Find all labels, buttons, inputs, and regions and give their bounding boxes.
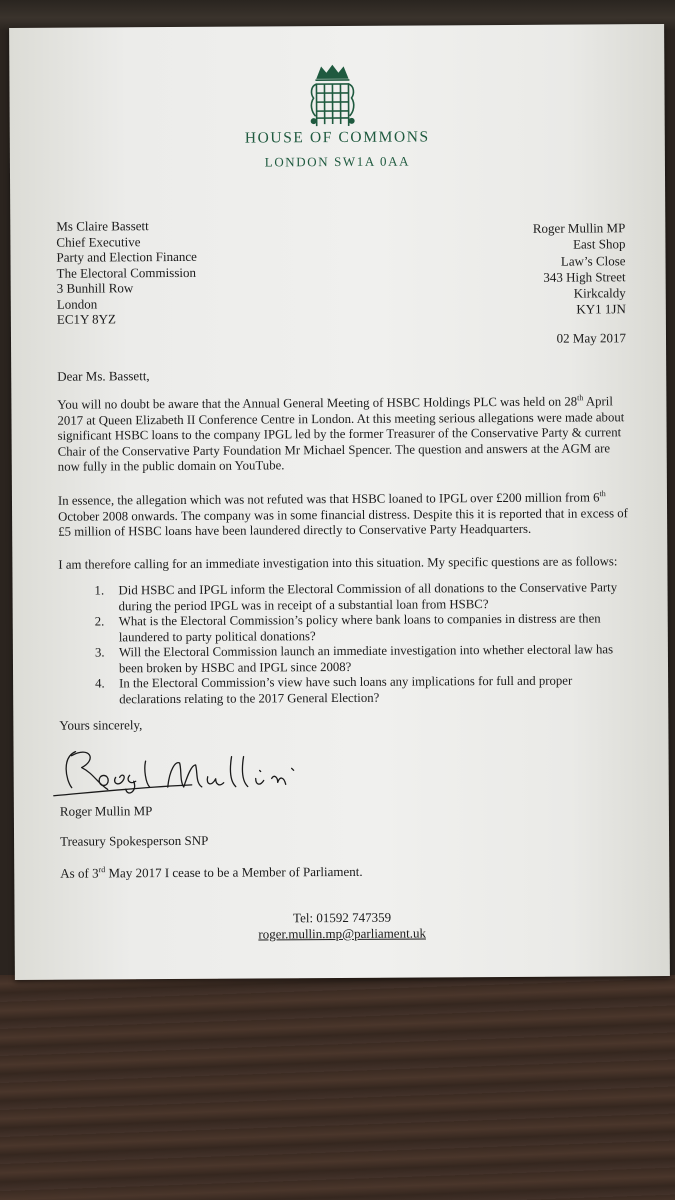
paragraph-allegation: In essence, the allegation which was not refuted was that HSBC loaned to IPGL over £200 million from 6th October 2008 onwards. The company was in some financial distress. Despite this it is reported that in excess of £5 million of HSBC loans have been laundered directly to Conservative Party Headquarters.	[57, 489, 628, 539]
paragraph-agm: You will no doubt be aware that the Annual General Meeting of HSBC Holdings PLC was held on 28th April 2017 at Queen Elizabeth II Conference Centre in London. At this meeting serious allegations were made about significant HSBC loans to the company IPGL led by the former Treasurer of the Conservative Party & current Chair of the Conservative Party Foundation Mr Michael Spencer. The question and answers at the AGM are now fully in the public domain on YouTube.	[57, 393, 625, 474]
list-item: 3. Will the Electoral Commission launch an immediate investigation into whether electoral law has been broken by HSBC and IPGL since 2008?	[94, 642, 614, 675]
list-item: 4. In the Electoral Commission’s view have such loans any implications for full and proper declarations relating to the 2017 General Election?	[95, 673, 573, 706]
sender-line: 343 High Street	[543, 269, 626, 285]
sender-address	[533, 220, 626, 318]
recipient-line: The Electoral Commission	[56, 264, 197, 281]
sender-line: Kirkcaldy	[573, 285, 626, 301]
recipient-line: 3 Bunhill Row	[56, 280, 134, 296]
list-item: 1. Did HSBC and IPGL inform the Electoral Commission of all donations to the Conservative Party during the period IPGL was in receipt of a substantial loan from HSBC?	[94, 580, 618, 613]
letter-date: 02 May 2017	[556, 330, 627, 346]
signatory-name: Roger Mullin MP	[59, 803, 153, 819]
recipient-line: London	[56, 295, 98, 312]
recipient-line: Party and Election Finance	[56, 248, 197, 265]
sender-line: KY1 1JN	[576, 301, 626, 318]
sender-line: Roger Mullin MP	[532, 220, 626, 236]
paragraph-request: I am therefore calling for an immediate investigation into this situation. My specific questions are as follows:	[58, 554, 618, 572]
letterhead-title: HOUSE OF COMMONS	[244, 128, 430, 147]
letterhead-address: LONDON SW1A 0AA	[264, 153, 411, 170]
contact-tel: Tel: 01592 747359	[292, 909, 392, 926]
recipient-line: Chief Executive	[56, 233, 141, 250]
sender-line: Law’s Close	[560, 252, 626, 269]
sender-line: East Shop	[573, 236, 626, 252]
questions-list	[58, 580, 631, 707]
recipient-line: EC1Y 8YZ	[56, 311, 117, 327]
signatory-role: Treasury Spokesperson SNP	[60, 832, 209, 849]
salutation: Dear Ms. Bassett,	[57, 368, 150, 384]
closing: Yours sincerely,	[59, 717, 143, 733]
list-item: 2. What is the Electoral Commission’s policy where bank loans to companies in distress are then laundered to party political donations?	[94, 611, 601, 644]
handwritten-signature	[41, 738, 301, 810]
contact-email[interactable]: roger.mullin.mp@parliament.uk	[258, 925, 426, 942]
letter-page	[9, 24, 670, 980]
table-surface-bottom	[0, 975, 675, 1200]
recipient-line: Ms Claire Bassett	[56, 218, 149, 234]
recipient-address	[56, 218, 197, 327]
cease-note: As of 3rd May 2017 I cease to be a Member of Parliament.	[60, 863, 363, 881]
